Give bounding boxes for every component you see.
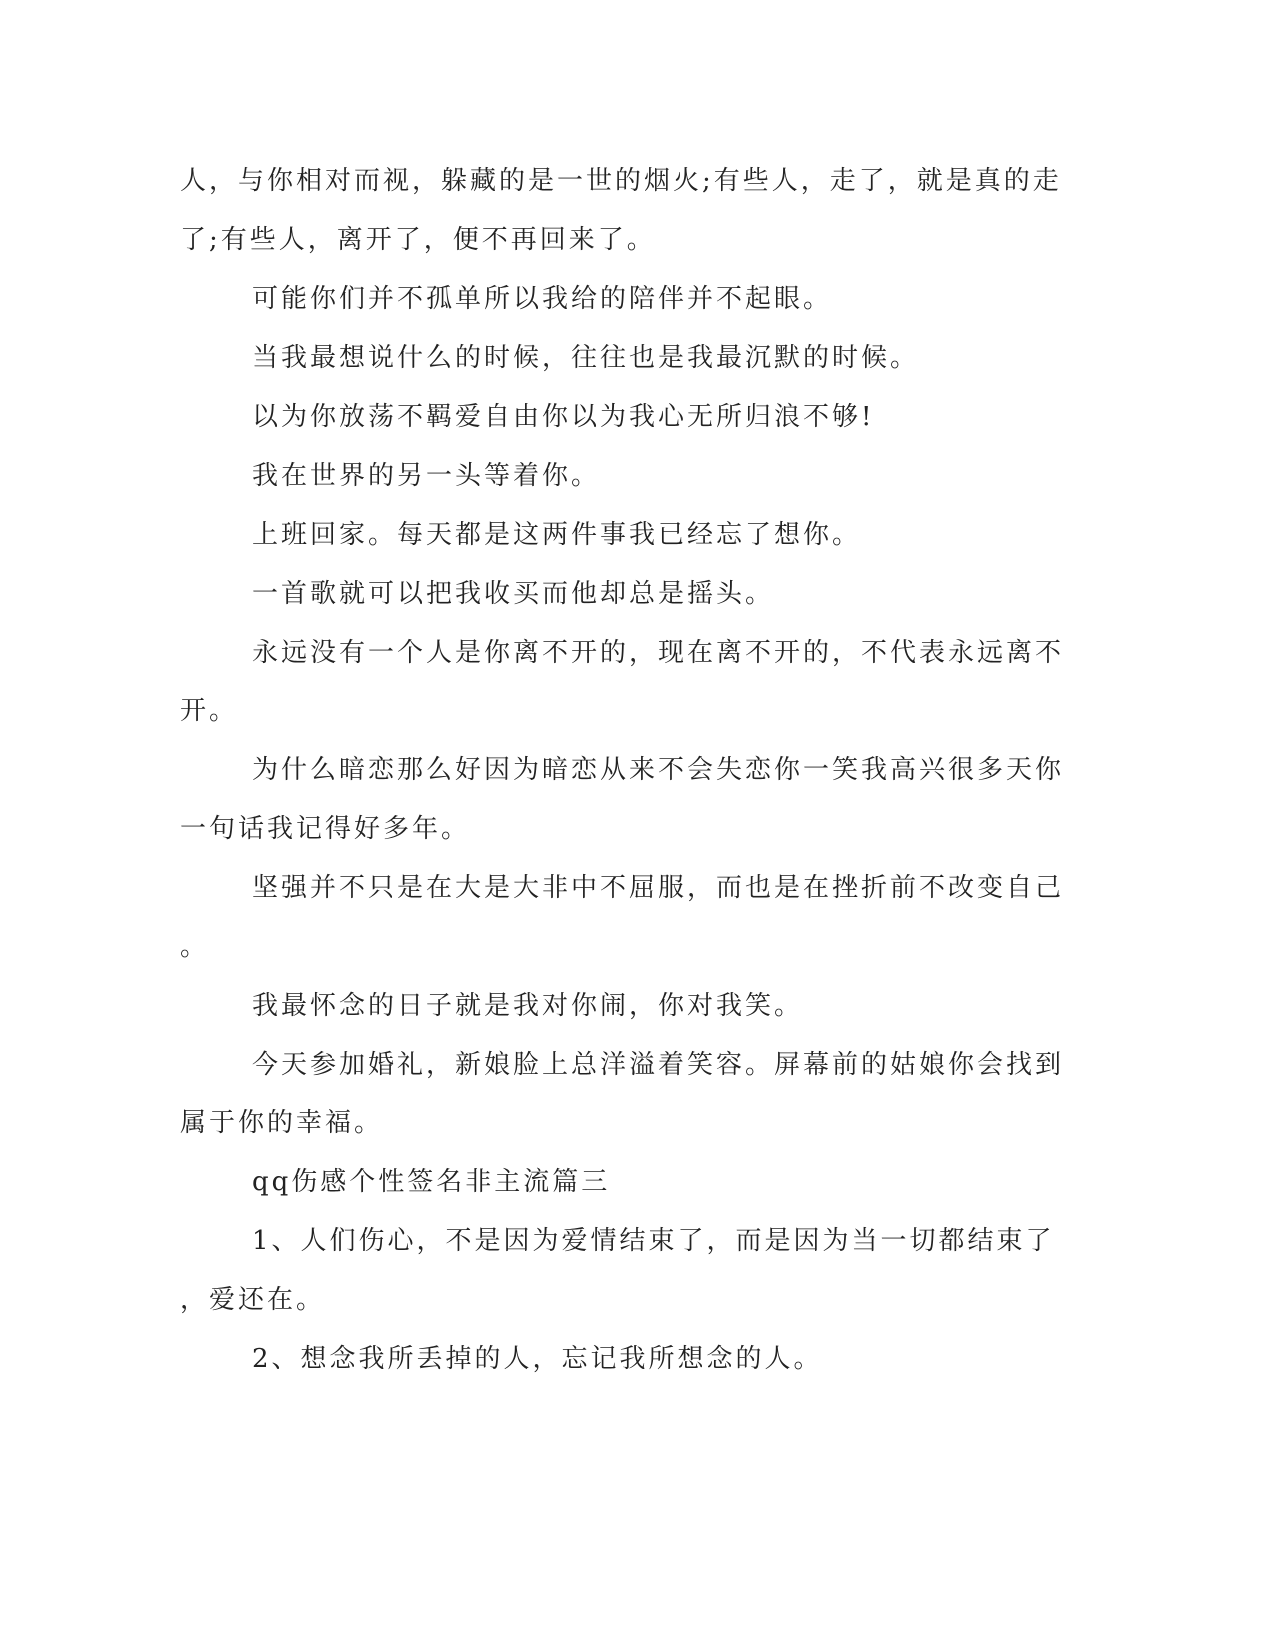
text-line: 坚强并不只是在大是大非中不屈服，而也是在挫折前不改变自己 — [252, 873, 1065, 903]
text-line: 当我最想说什么的时候，往往也是我最沉默的时候。 — [252, 343, 920, 373]
text-line: 今天参加婚礼，新娘脸上总洋溢着笑容。屏幕前的姑娘你会找到 — [252, 1050, 1065, 1080]
text-line: 。 — [180, 932, 210, 962]
text-line: 一首歌就可以把我收买而他却总是摇头。 — [252, 579, 775, 609]
section-heading: qq伤感个性签名非主流篇三 — [252, 1167, 611, 1197]
text-line: 开。 — [180, 696, 239, 726]
text-line: 人，与你相对而视，躲藏的是一世的烟火;有些人，走了，就是真的走 — [180, 166, 1062, 196]
text-line: 我最怀念的日子就是我对你闹，你对我笑。 — [252, 991, 804, 1021]
text-line: 为什么暗恋那么好因为暗恋从来不会失恋你一笑我高兴很多天你 — [252, 755, 1065, 785]
text-line: 一句话我记得好多年。 — [180, 814, 471, 844]
text-line: 属于你的幸福。 — [180, 1108, 384, 1138]
text-line: 我在世界的另一头等着你。 — [252, 461, 601, 491]
text-line: 永远没有一个人是你离不开的，现在离不开的，不代表永远离不 — [252, 638, 1065, 668]
text-line: 可能你们并不孤单所以我给的陪伴并不起眼。 — [252, 284, 833, 314]
text-line: 以为你放荡不羁爱自由你以为我心无所归浪不够! — [252, 402, 875, 432]
text-line: ，爱还在。 — [180, 1285, 326, 1315]
text-line: 1、人们伤心，不是因为爱情结束了，而是因为当一切都结束了 — [252, 1226, 1055, 1256]
text-line: 了;有些人，离开了，便不再回来了。 — [180, 225, 656, 255]
text-line: 上班回家。每天都是这两件事我已经忘了想你。 — [252, 520, 862, 550]
text-line: 2、想念我所丢掉的人，忘记我所想念的人。 — [252, 1344, 823, 1374]
